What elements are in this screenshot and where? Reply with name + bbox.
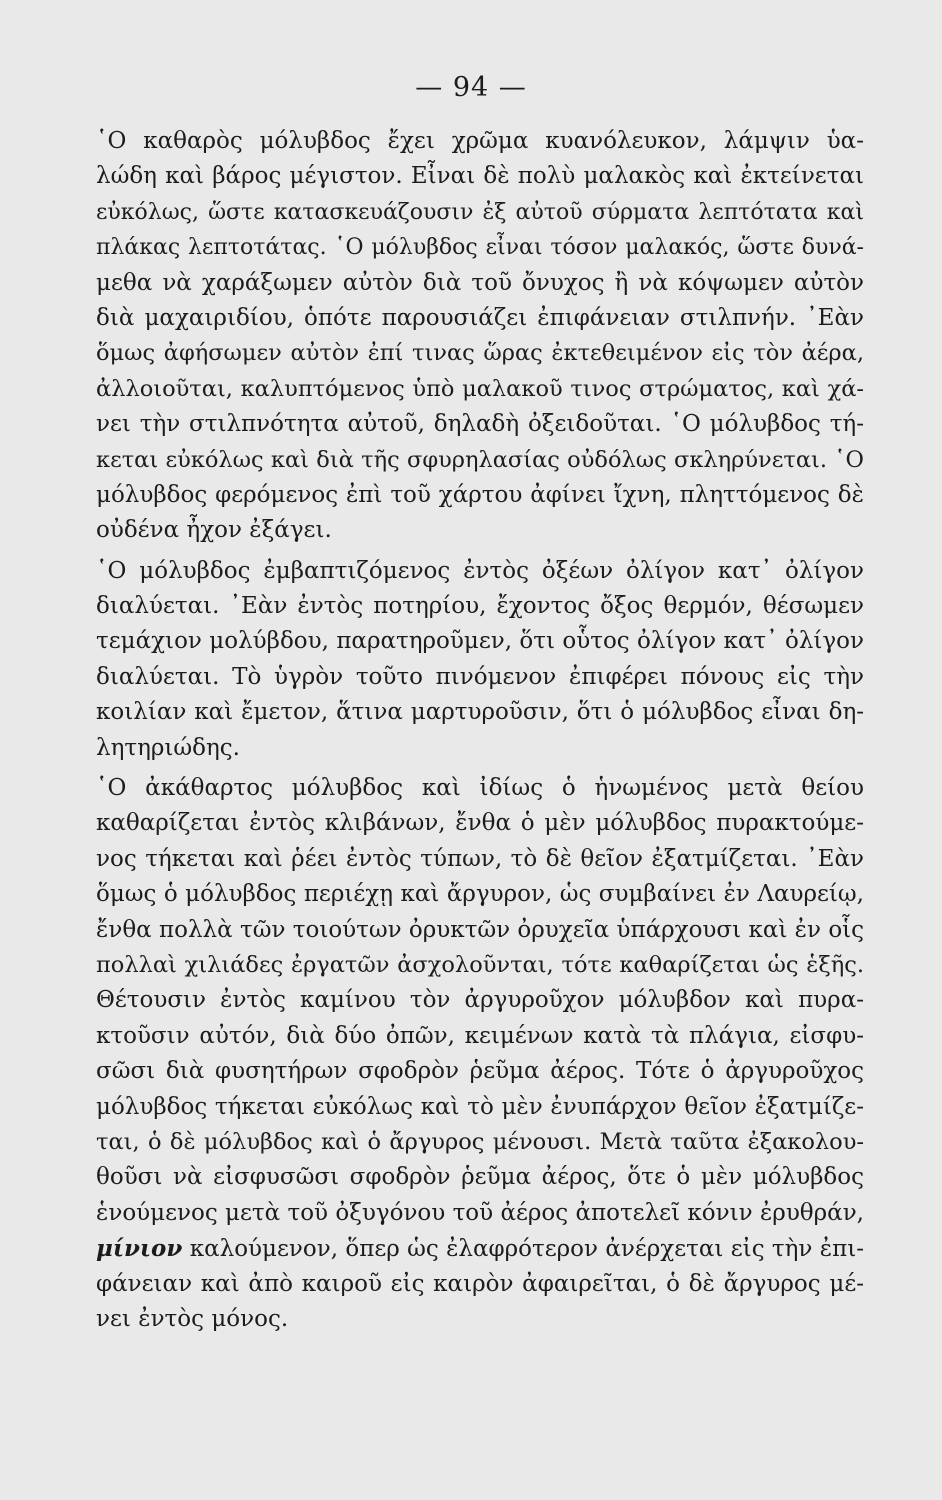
text-line: ὅμως ὁ μόλυβδος περιέχῃ καὶ ἄργυρον, ὡς συμβαίνει ἐν Λαυρείῳ, (96, 881, 864, 908)
text-line: καθαρίζεται ἐντὸς κλιβάνων, ἔνθα ὁ μὲν μόλυβδος πυρακτούμε- (96, 810, 864, 837)
text-line: ῾Ο ἀκάθαρτος μόλυβδος καὶ ἰδίως ὁ ἡνωμένος μετὰ θείου (96, 775, 864, 802)
text-line: φάνειαν καὶ ἀπὸ καιροῦ εἰς καιρὸν ἀφαιρεῖται, ὁ δὲ ἄργυρος μέ- (96, 1270, 864, 1297)
text-line: ἀλλοιοῦται, καλυπτόμενος ὑπὸ μαλακοῦ τινος στρώματος, καὶ χά- (96, 375, 864, 402)
text-line: διαλύεται. ᾿Εὰν ἐντὸς ποτηρίου, ἔχοντος ὄξος θερμόν, θέσωμεν (96, 593, 864, 620)
text-line: ἔνθα πολλὰ τῶν τοιούτων ὀρυκτῶν ὀρυχεῖα ὑπάρχουσι καὶ ἐν οἷς (96, 916, 865, 943)
body-text (96, 124, 864, 1337)
text-line: διαλύεται. Τὸ ὑγρὸν τοῦτο πινόμενον ἐπιφέρει πόνους εἰς τὴν (96, 663, 864, 690)
text-line-with-emphasis (96, 1231, 864, 1266)
text-line: μόλυβδος φερόμενος ἐπὶ τοῦ χάρτου ἀφίνει ἴχνη, πληττόμενος δὲ (96, 481, 864, 508)
text-line: λητηριώδης. (96, 734, 240, 761)
text-line: ἑνούμενος μετὰ τοῦ ὀξυγόνου τοῦ ἀέρος ἀποτελεῖ κόνιν ἐρυθράν, (96, 1199, 864, 1226)
text-line: θοῦσι νὰ εἰσφυσῶσι σφοδρὸν ῥεῦμα ἀέρος, ὅτε ὁ μὲν μόλυβδος (96, 1164, 864, 1191)
emphasized-term: μίνιον (96, 1235, 183, 1263)
text-line: οὐδένα ἦχον ἐξάγει. (96, 517, 332, 544)
text-line: νει ἐντὸς μόνος. (96, 1305, 289, 1332)
text-line: κεται εὐκόλως καὶ διὰ τῆς σφυρηλασίας οὐδόλως σκληρύνεται. ῾Ο (96, 446, 864, 473)
text-line: σῶσι διὰ φυσητήρων σφοδρὸν ῥεῦμα ἀέρος. Τότε ὁ ἀργυροῦχος (96, 1058, 864, 1085)
text-line: ῾Ο μόλυβδος ἐμβαπτιζόμενος ἐντὸς ὀξέων ὀλίγον κατ᾿ ὀλίγον (96, 557, 864, 584)
paragraph-2 (96, 554, 864, 766)
text-line: μόλυβδος τήκεται εὐκόλως καὶ τὸ μὲν ἐνυπάρχον θεῖον ἐξατμίζε- (96, 1093, 864, 1120)
text-line: νος τήκεται καὶ ῥέει ἐντὸς τύπων, τὸ δὲ θεῖον ἐξατμίζεται. ᾿Εὰν (96, 845, 864, 872)
paragraph-3 (96, 771, 864, 1337)
paragraph-1 (96, 124, 864, 549)
text-line: κτοῦσιν αὐτόν, διὰ δύο ὀπῶν, κειμένων κατὰ τὰ πλάγια, εἰσφυ- (96, 1022, 864, 1049)
text-line: λώδη καὶ βάρος μέγιστον. Εἶναι δὲ πολὺ μαλακὸς καὶ ἐκτείνεται (96, 163, 864, 190)
text-line: τεμάχιον μολύβδου, παρατηροῦμεν, ὅτι οὗτος ὀλίγον κατ᾿ ὀλίγον (96, 628, 864, 655)
text-line: ὅμως ἀφήσωμεν αὐτὸν ἐπί τινας ὥρας ἐκτεθειμένον εἰς τὸν ἀέρα, (96, 340, 864, 367)
text-line: νει τὴν στιλπνότητα αὐτοῦ, δηλαδὴ ὀξειδοῦται. ῾Ο μόλυβδος τή- (96, 411, 864, 438)
text-line: ται, ὁ δὲ μόλυβδος καὶ ὁ ἄργυρος μένουσι. Μετὰ ταῦτα ἐξακολου- (96, 1128, 864, 1155)
text-line: Θέτουσιν ἐντὸς καμίνου τὸν ἀργυροῦχον μόλυβδον καὶ πυρα- (96, 987, 864, 1014)
text-line: μεθα νὰ χαράξωμεν αὐτὸν διὰ τοῦ ὄνυχος ἢ νὰ κόψωμεν αὐτὸν (96, 269, 864, 296)
text-line: κοιλίαν καὶ ἔμετον, ἅτινα μαρτυροῦσιν, ὅτι ὁ μόλυβδος εἶναι δη- (96, 699, 864, 726)
text-line: διὰ μαχαιριδίου, ὁπότε παρουσιάζει ἐπιφάνειαν στιλπνήν. ᾿Εὰν (96, 304, 864, 331)
page-number: — 94 — (415, 72, 527, 103)
text-line: πλάκας λεπτοτάτας. ῾Ο μόλυβδος εἶναι τόσον μαλακός, ὥστε δυνά- (96, 235, 864, 261)
text-line: ῾Ο καθαρὸς μόλυβδος ἔχει χρῶμα κυανόλευκον, λάμψιν ὑα- (96, 128, 864, 154)
text-line: εὐκόλως, ὥστε κατασκευάζουσιν ἐξ αὐτοῦ σύρματα λεπτότατα καὶ (96, 199, 864, 225)
text-line-rest: καλούμενον, ὅπερ ὡς ἐλαφρότερον ἀνέρχεται εἰς τὴν ἐπι- (189, 1236, 865, 1263)
text-line: πολλαὶ χιλιάδες ἐργατῶν ἀσχολοῦνται, τότε καθαρίζεται ὡς ἑξῆς. (96, 951, 864, 978)
